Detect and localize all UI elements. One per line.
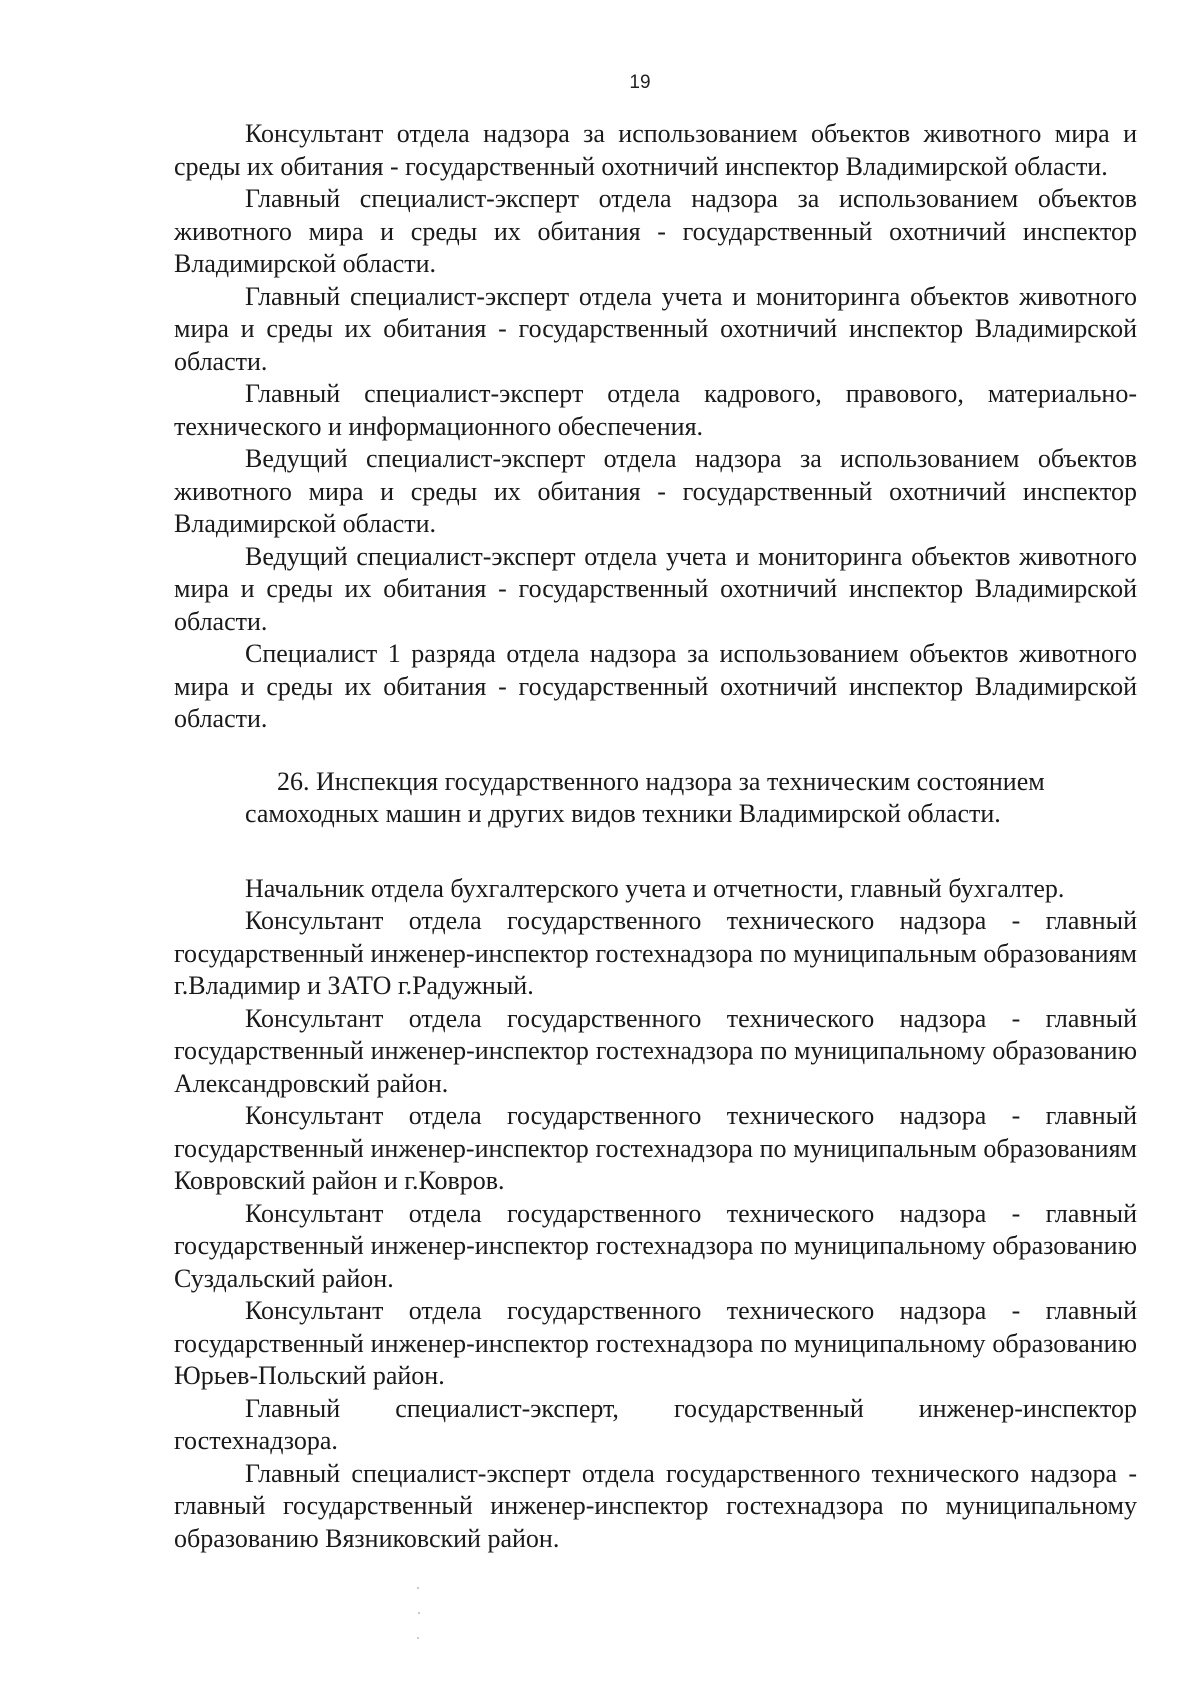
paragraph: Консультант отдела государственного технического надзора - главный государственный инженер-инспектор гостехнадзора по муниципальному образованию Суздальский район. [174,1198,1137,1293]
paragraph: Главный специалист-эксперт отдела учета и мониторинга объектов животного мира и среды их обитания - государственный охотничий инспектор Владимирской области. [174,281,1137,376]
paragraph: Ведущий специалист-эксперт отдела учета и мониторинга объектов животного мира и среды их обитания - государственный охотничий инспектор Владимирской области. [174,541,1137,636]
paragraph: Главный специалист-эксперт отдела государственного технического надзора - главный государственный инженер-инспектор гостехнадзора по муниципальному образованию Вязниковский район. [174,1458,1137,1553]
scan-speck [417,1587,419,1589]
paragraph: Ведущий специалист-эксперт отдела надзора за использованием объектов животного мира и среды их обитания - государственный охотничий инспектор Владимирской области. [174,444,1137,538]
paragraph: Консультант отдела надзора за использованием объектов животного мира и среды их обитания - государственный охотничий инспектор Владимирской области. [174,119,1137,181]
paragraph: Консультант отдела государственного технического надзора - главный государственный инженер-инспектор гостехнадзора по муниципальным образованиям Ковровский район и г.Ковров. [174,1101,1137,1195]
section-heading: 26. Инспекция государственного надзора за техническим состоянием самоходных машин и других видов техники Владимирской области. [245,766,1045,828]
paragraph: Консультант отдела государственного технического надзора - главный государственный инженер-инспектор гостехнадзора по муниципальным образованиям г.Владимир и ЗАТО г.Радужный. [174,906,1137,1000]
paragraph: Консультант отдела государственного технического надзора - главный государственный инженер-инспектор гостехнадзора по муниципальному образованию Юрьев-Польский район. [174,1296,1137,1390]
scan-speck [418,1612,420,1614]
document-body [174,118,1137,1555]
paragraph: Главный специалист-эксперт отдела кадрового, правового, материально-технического и информационного обеспечения. [174,379,1137,441]
scan-speck [417,1637,419,1639]
paragraph: Консультант отдела государственного технического надзора - главный государственный инженер-инспектор гостехнадзора по муниципальному образованию Александровский район. [174,1003,1137,1098]
paragraph: Начальник отдела бухгалтерского учета и отчетности, главный бухгалтер. [245,873,1065,903]
paragraph: Специалист 1 разряда отдела надзора за использованием объектов животного мира и среды их обитания - государственный охотничий инспектор Владимирской области. [174,639,1137,733]
page-number: 19 [629,72,651,93]
paragraph: Главный специалист-эксперт отдела надзора за использованием объектов животного мира и среды их обитания - государственный охотничий инспектор Владимирской области. [174,184,1137,278]
paragraph: Главный специалист-эксперт, государственный инженер-инспектор гостехнадзора. [174,1393,1137,1455]
